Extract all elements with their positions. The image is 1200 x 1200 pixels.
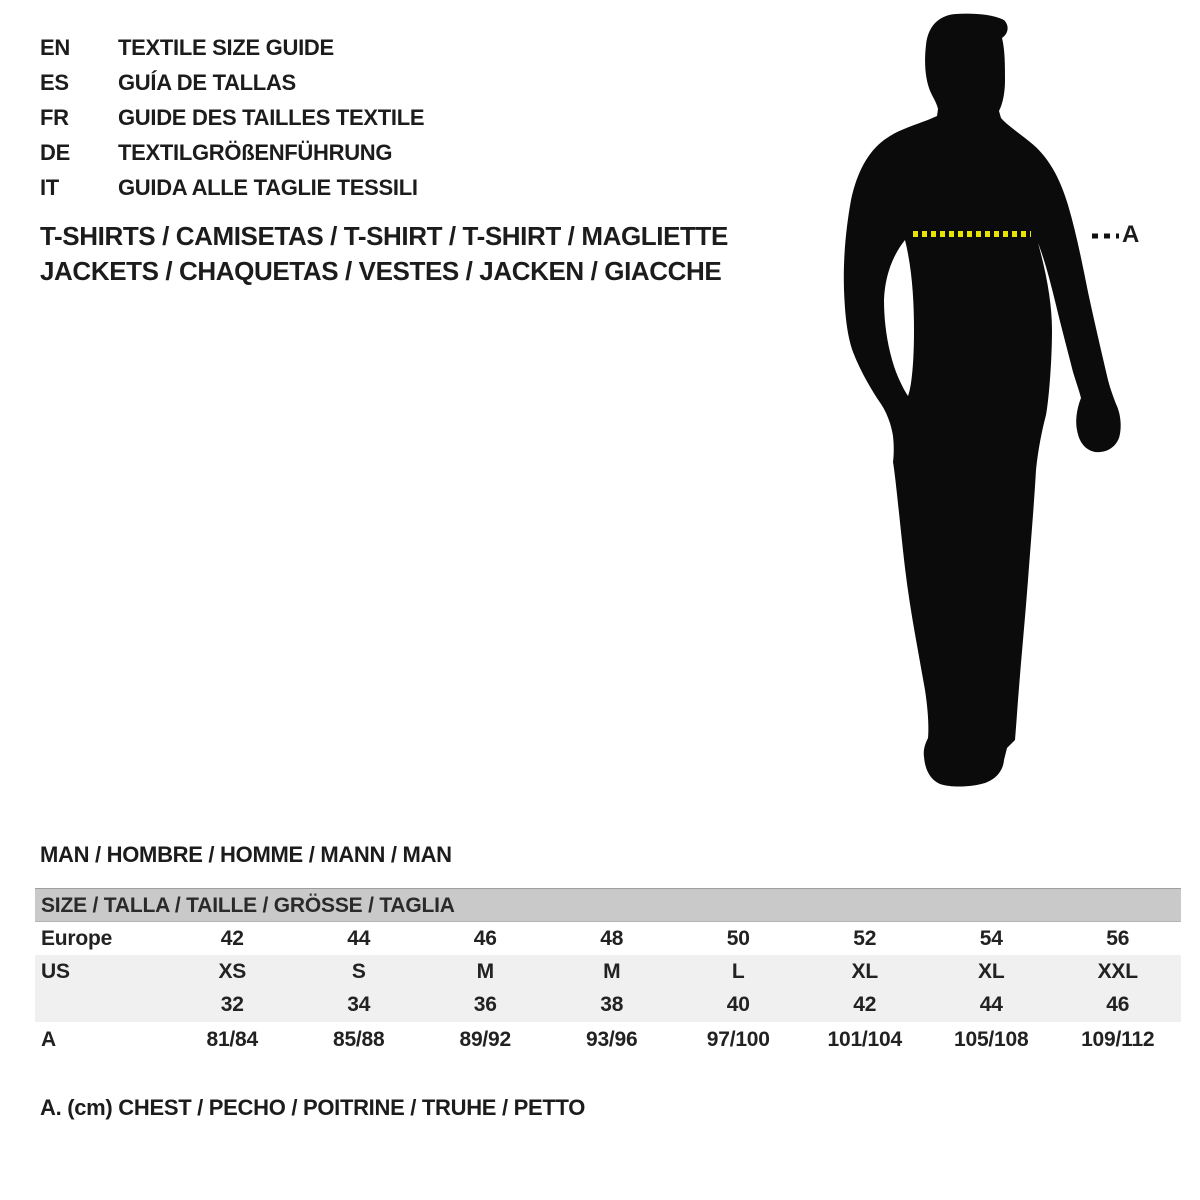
category-line-jackets: JACKETS / CHAQUETAS / VESTES / JACKEN / GIACCHE bbox=[40, 256, 722, 286]
table-row-numeric bbox=[35, 988, 1181, 1022]
size-cell: 54 bbox=[979, 926, 1003, 950]
size-cell: 46 bbox=[1106, 993, 1130, 1016]
size-cell: 40 bbox=[726, 993, 750, 1016]
table-row-us bbox=[35, 955, 1181, 988]
size-table-header: SIZE / TALLA / TAILLE / GRÖSSE / TAGLIA bbox=[35, 888, 1181, 922]
category-line-tshirts: T-SHIRTS / CAMISETAS / T-SHIRT / T-SHIRT / MAGLIETTE bbox=[40, 221, 728, 251]
size-cell: 81/84 bbox=[206, 1028, 259, 1051]
language-label: GUÍA DE TALLAS bbox=[118, 70, 296, 95]
size-cell: XS bbox=[218, 959, 247, 983]
size-cell: M bbox=[476, 959, 494, 983]
language-code: EN bbox=[40, 35, 70, 60]
size-cell: 52 bbox=[853, 926, 877, 950]
size-cell: 38 bbox=[600, 993, 624, 1016]
section-title-man: MAN / HOMBRE / HOMME / MANN / MAN bbox=[40, 842, 452, 867]
language-header bbox=[40, 30, 424, 205]
man-silhouette-figure bbox=[838, 8, 1130, 792]
measure-label-a: A bbox=[1122, 221, 1140, 248]
size-cell: 97/100 bbox=[706, 1028, 770, 1051]
size-cell: XL bbox=[978, 959, 1005, 983]
measurement-footnote: A. (cm) CHEST / PECHO / POITRINE / TRUHE / PETTO bbox=[40, 1095, 586, 1120]
size-cell: 89/92 bbox=[459, 1028, 512, 1051]
size-cell: 42 bbox=[220, 926, 244, 950]
language-code: IT bbox=[40, 175, 59, 200]
size-cell: 44 bbox=[979, 993, 1003, 1016]
language-row bbox=[40, 100, 424, 135]
language-row bbox=[40, 170, 424, 205]
size-cell: 32 bbox=[220, 993, 244, 1016]
size-cell: 109/112 bbox=[1081, 1028, 1155, 1051]
language-code: DE bbox=[40, 140, 70, 165]
language-code: FR bbox=[40, 105, 69, 130]
row-label: US bbox=[41, 959, 70, 983]
size-cell: 36 bbox=[473, 993, 497, 1016]
language-row bbox=[40, 30, 424, 65]
size-cell: 46 bbox=[473, 926, 497, 950]
category-header bbox=[40, 219, 728, 289]
language-label: TEXTILGRÖßENFÜHRUNG bbox=[118, 140, 393, 165]
size-cell: 42 bbox=[853, 993, 877, 1016]
size-cell: 105/108 bbox=[953, 1028, 1029, 1051]
size-cell: 48 bbox=[600, 926, 624, 950]
row-label: A bbox=[41, 1028, 56, 1051]
table-row-chest bbox=[35, 1022, 1181, 1058]
size-cell: XL bbox=[851, 959, 878, 983]
size-cell: XXL bbox=[1097, 959, 1138, 983]
size-cell: L bbox=[731, 959, 745, 983]
size-cell: 85/88 bbox=[332, 1028, 385, 1051]
language-row bbox=[40, 135, 424, 170]
size-cell: 50 bbox=[726, 926, 750, 950]
size-cell: M bbox=[603, 959, 621, 983]
size-cell: S bbox=[351, 959, 366, 983]
language-row bbox=[40, 65, 424, 100]
language-label: GUIDA ALLE TAGLIE TESSILI bbox=[118, 175, 418, 200]
row-label: Europe bbox=[41, 926, 113, 950]
table-row-europe bbox=[35, 922, 1181, 955]
language-code: ES bbox=[40, 70, 69, 95]
language-label: GUIDE DES TAILLES TEXTILE bbox=[118, 105, 425, 130]
language-label: TEXTILE SIZE GUIDE bbox=[118, 35, 334, 60]
size-table bbox=[35, 888, 1181, 1058]
man-silhouette bbox=[844, 14, 1121, 787]
size-cell: 56 bbox=[1106, 926, 1130, 950]
size-cell: 93/96 bbox=[585, 1028, 638, 1051]
size-cell: 34 bbox=[347, 993, 371, 1016]
size-cell: 44 bbox=[347, 926, 371, 950]
size-cell: 101/104 bbox=[827, 1028, 902, 1051]
